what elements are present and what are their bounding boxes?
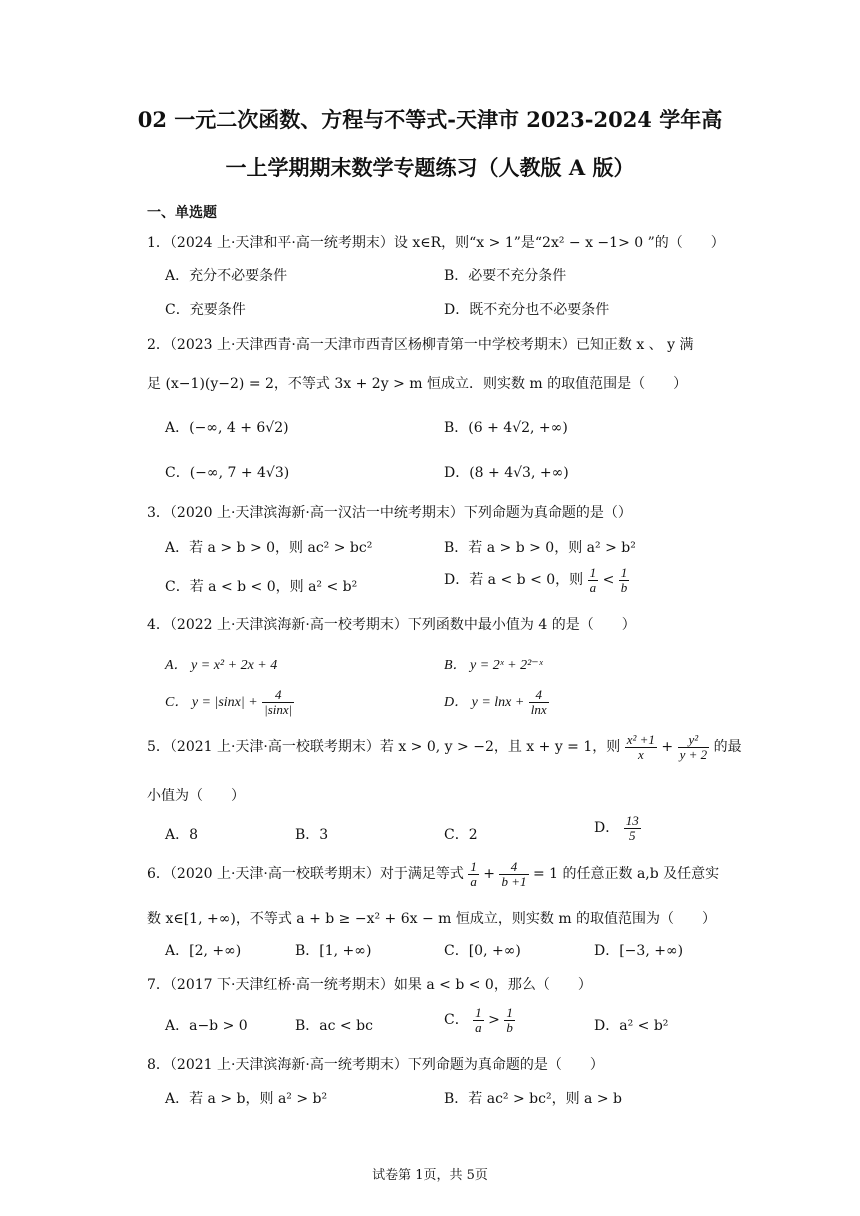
question-5-line-2: 小值为（ ） [147,788,245,804]
q4-option-b: B． y = 2ˣ + 2²⁻ˣ [444,658,543,673]
q4-d-prefix: D． y = lnx + [444,695,525,711]
q8-option-b: B．若 ac² > bc²，则 a > b [444,1091,622,1107]
question-8: 8．（2021 上·天津滨海新·高一统考期末）下列命题为真命题的是（ ） [147,1057,604,1073]
q6-fraction-1 [468,860,479,888]
q4-option-a: A． y = x² + 2x + 4 [165,658,278,673]
q1-option-c: C．充要条件 [165,302,246,318]
q3-d-den-2: b [620,579,628,595]
section-heading: 一、单选题 [147,205,217,221]
q3-d-fraction-1 [588,566,599,594]
q5-option-c: C．2 [444,827,478,843]
q5-f1-num: x² +1 [626,732,655,747]
q7-c-num-2: 1 [506,1005,513,1020]
q3-d-num-1: 1 [589,565,597,580]
q6-option-a: A．[2, +∞) [165,943,242,959]
q3-d-relation: < [602,572,615,589]
question-2-line-2: 足 (x−1)(y−2) = 2，不等式 3x + 2y > m 恒成立．则实数 m 的取值范围是（ ） [147,376,688,392]
q2-option-c: C．(−∞, 7 + 4√3) [165,465,290,481]
q6-f1-den: a [470,873,477,889]
q5-f2-num: y² [678,733,710,748]
q4-c-den: |sinx| [264,701,293,717]
q6-option-c: C．[0, +∞) [444,943,521,959]
q3-d-prefix: D．若 a < b < 0，则 [444,572,584,589]
q5-fraction-1 [625,733,657,761]
q1-option-b: B．必要不充分条件 [444,268,567,284]
q7-c-den-2: b [506,1019,513,1035]
q4-option-d [444,688,549,716]
q7-option-c [444,1006,515,1034]
q1-option-d: D．既不充分也不必要条件 [444,302,610,318]
q4-d-den: lnx [530,701,547,717]
q7-c-relation: > [488,1012,500,1029]
q2-option-b: B．(6 + 4√2, +∞) [444,420,568,436]
q5-d-prefix: D． [594,820,620,837]
question-6-line-1 [147,860,719,888]
page-footer: 试卷第 1页，共 5页 [372,1168,488,1183]
q4-d-num: 4 [529,688,549,703]
q3-option-c: C．若 a < b < 0，则 a² < b² [165,579,358,595]
q5-plus: + [661,739,674,756]
q5-option-a: A．8 [165,827,199,843]
title-line-2: 一上学期期末数学专题练习（人教版 A 版） [225,155,635,180]
q7-c-prefix: C． [444,1012,469,1029]
q6-option-b: B．[1, +∞) [295,943,372,959]
q7-option-d: D．a² < b² [594,1018,669,1034]
q6-plus: + [483,866,496,883]
question-6-line-2: 数 x∈[1, +∞)，不等式 a + b ≥ −x² + 6x − m 恒成立，则实数 m 的取值范围为（ ） [147,911,717,927]
q6-f1-num: 1 [470,859,477,874]
question-4: 4．（2022 上·天津滨海新·高一校考期末）下列函数中最小值为 4 的是（ ） [147,617,636,633]
q5-f2-den: y + 2 [679,746,708,762]
q6-prefix: 6．（2020 上·天津·高一校联考期末）对于满足等式 [147,866,464,883]
q7-c-fraction-2 [504,1006,515,1034]
q6-option-d: D．[−3, +∞) [594,943,684,959]
q3-option-b: B．若 a > b > 0，则 a² > b² [444,540,636,556]
q2-option-a: A．(−∞, 4 + 6√2) [165,420,289,436]
q5-d-fraction [624,814,641,842]
question-2-line-1: 2．（2023 上·天津西青·高一天津市西青区杨柳青第一中学校考期末）已知正数 x 、 y 满 [147,337,694,353]
q1-option-a: A．充分不必要条件 [165,268,288,284]
q7-c-den-1: a [475,1019,482,1035]
q5-fraction-2 [678,733,710,761]
q5-option-b: B．3 [295,827,329,843]
question-7: 7．（2017 下·天津红桥·高一统考期末）如果 a < b < 0，那么（ ） [147,977,592,993]
q7-c-num-1: 1 [475,1005,482,1020]
title-line-1: 02 一元二次函数、方程与不等式-天津市 2023-2024 学年高 [137,107,723,132]
q4-c-prefix: C． y = |sinx| + [165,695,258,711]
q6-f2-num: 4 [499,860,528,875]
q7-option-b: B．ac < bc [295,1018,373,1034]
q8-option-a: A．若 a > b，则 a² > b² [165,1091,328,1107]
q3-d-den-1: a [589,579,597,595]
q7-option-a: A．a−b > 0 [165,1018,248,1034]
q6-fraction-2 [499,860,528,888]
q7-c-fraction-1 [473,1006,484,1034]
question-3: 3．（2020 上·天津滨海新·高一汉沽一中统考期末）下列命题为真命题的是（） [147,505,632,521]
q3-option-a: A．若 a > b > 0，则 ac² > bc² [165,540,373,556]
question-1: 1．（2024 上·天津和平·高一统考期末）设 x∈R，则“x > 1”是“2x² − x −1> 0 ”的（ ） [147,235,725,251]
q6-suffix: = 1 的任意正数 a,b 及任意实 [532,866,720,883]
page-title [100,96,760,192]
question-5-line-1 [147,733,742,761]
q4-d-fraction [529,688,549,716]
q5-d-num: 13 [625,813,639,828]
q3-option-d [444,566,629,594]
q3-d-fraction-2 [619,566,630,594]
q4-c-num: 4 [262,688,294,703]
q5-prefix: 5．（2021 上·天津·高一校联考期末）若 x > 0, y > −2，且 x + y = 1，则 [147,739,621,756]
q5-option-d [594,814,641,842]
q3-d-num-2: 1 [620,565,628,580]
q5-f1-den: x [637,746,644,762]
q6-f2-den: b +1 [501,873,527,889]
q4-c-fraction [262,688,294,716]
q5-suffix: 的最 [713,739,742,756]
q5-d-den: 5 [628,827,636,843]
q2-option-d: D．(8 + 4√3, +∞) [444,465,569,481]
q4-option-c [165,688,294,716]
